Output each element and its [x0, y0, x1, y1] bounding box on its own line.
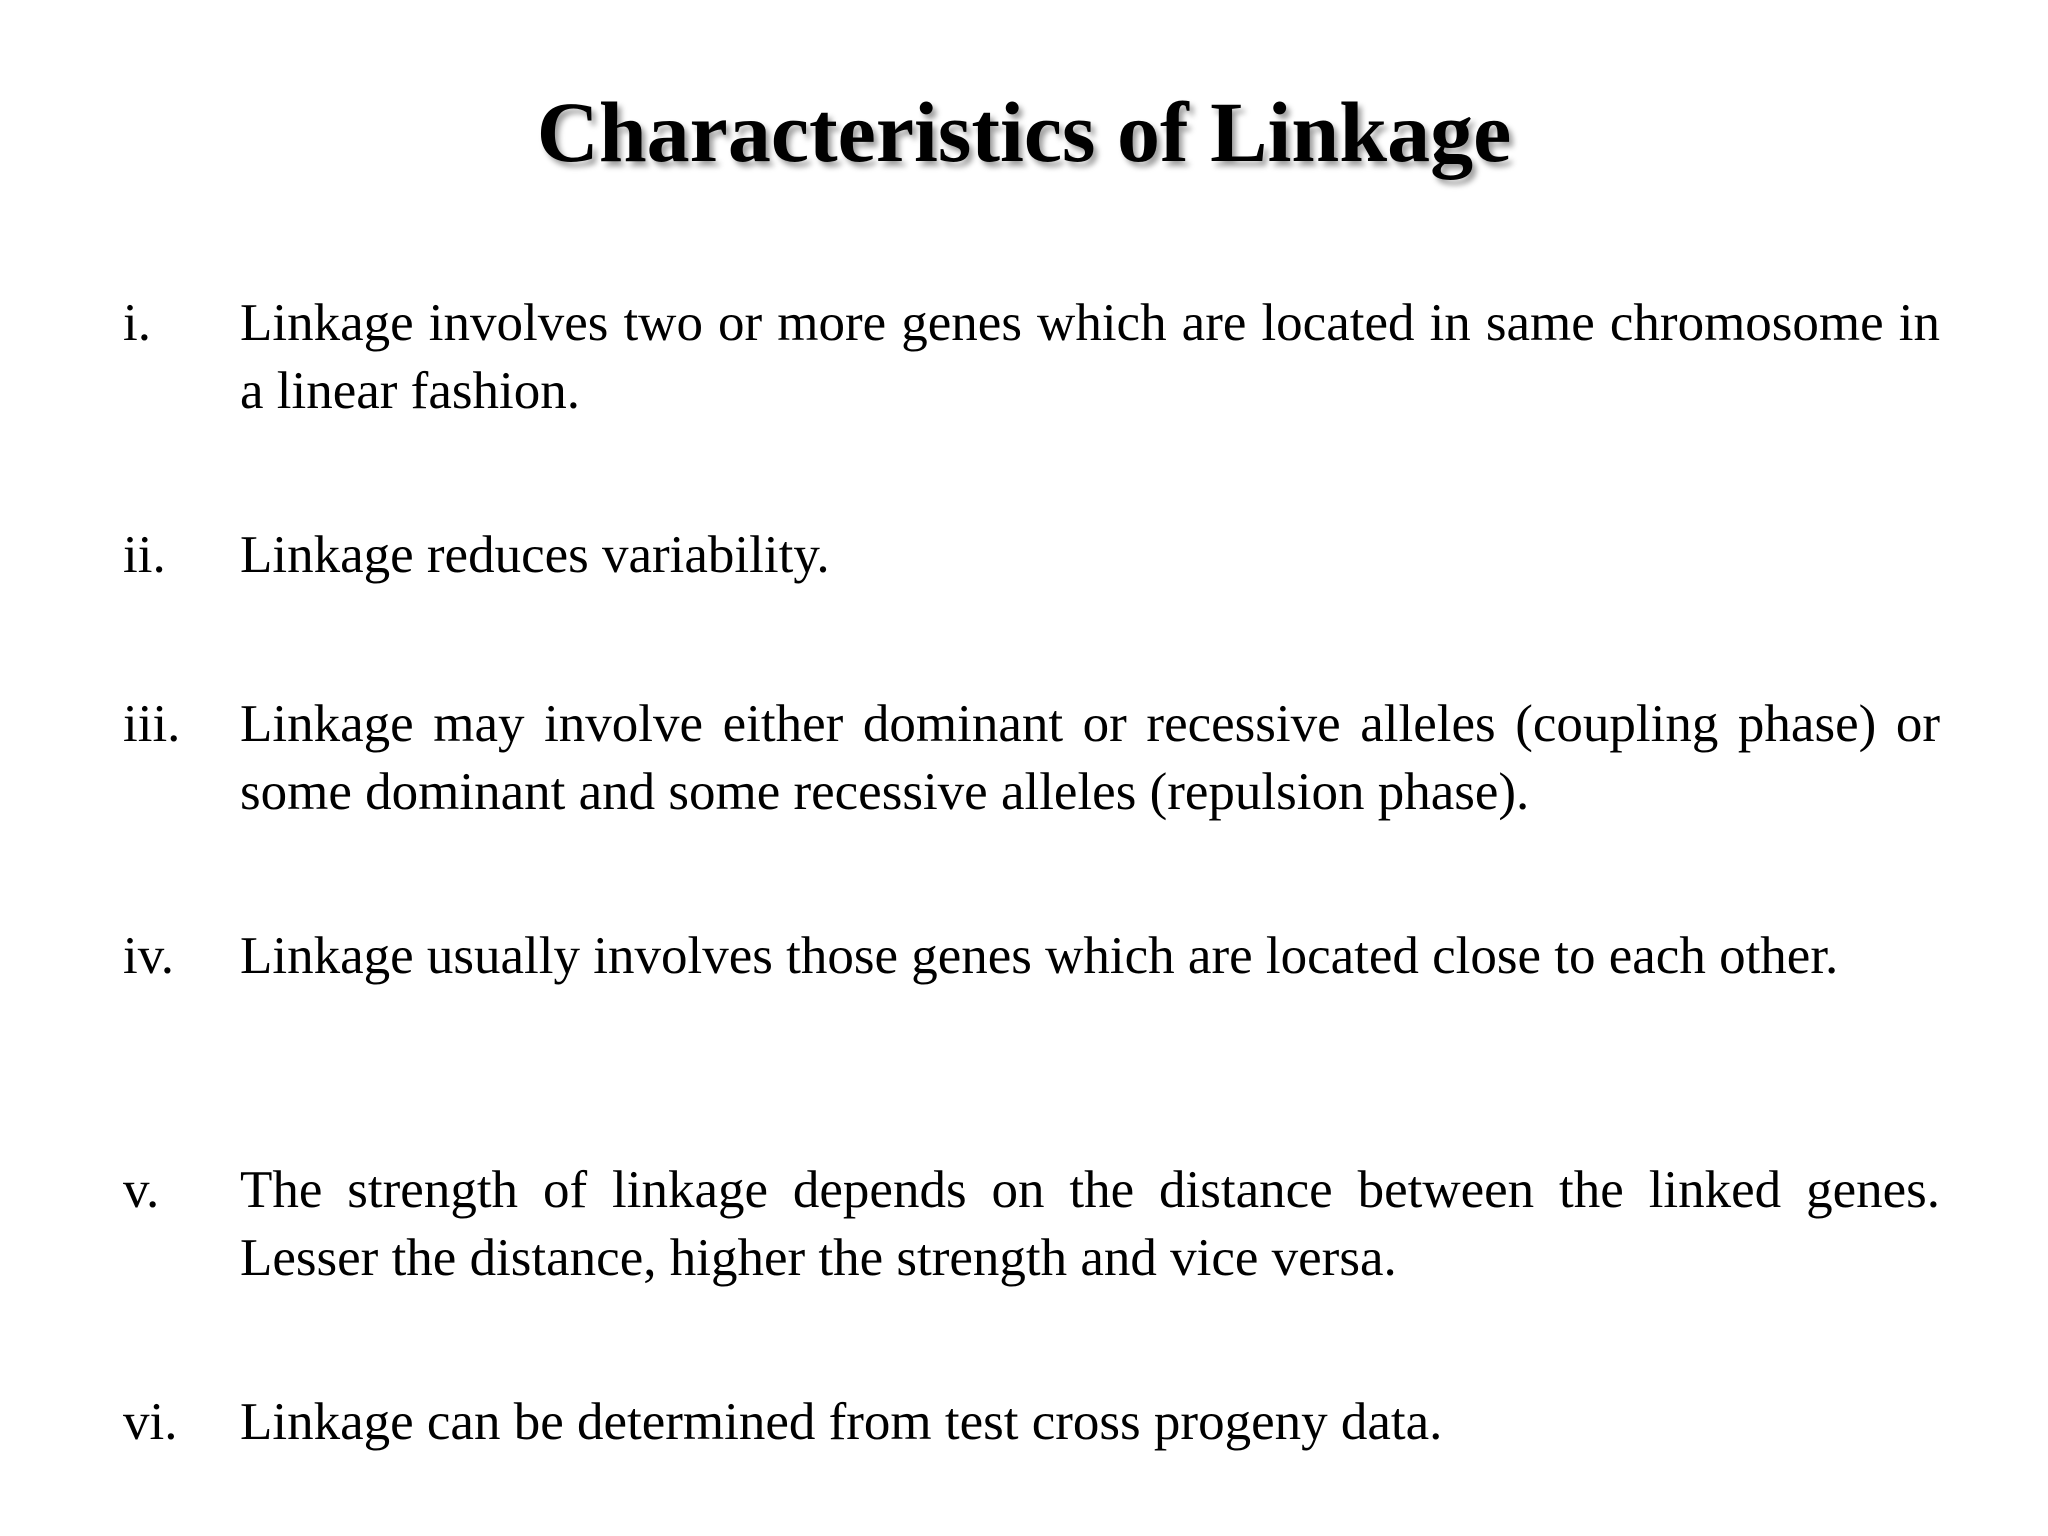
- list-item-text: Linkage reduces variability.: [240, 526, 830, 584]
- list-item-text: Linkage can be determined from test cross progeny data.: [240, 1393, 1443, 1451]
- list-item-marker: ii.: [123, 526, 166, 584]
- list-item-text: Linkage may involve either dominant or recessive alleles (coupling phase) or some dominant and some recessive alleles (repulsion phase).: [240, 695, 1940, 821]
- slide-title: Characteristics of Linkage: [536, 84, 1512, 180]
- list-item-marker: i.: [123, 294, 151, 352]
- list-item-text: Linkage involves two or more genes which are located in same chromosome in a linear fashion.: [240, 294, 1940, 420]
- list-item-marker: iii.: [123, 695, 181, 753]
- list-item-marker: v.: [123, 1161, 160, 1219]
- list-item-marker: iv.: [123, 927, 175, 985]
- list-item-text: The strength of linkage depends on the distance between the linked genes. Lesser the distance, higher the strength and vice versa.: [240, 1161, 1940, 1287]
- list-item-marker: vi.: [123, 1393, 178, 1451]
- list-item-text: Linkage usually involves those genes which are located close to each other.: [240, 927, 1839, 985]
